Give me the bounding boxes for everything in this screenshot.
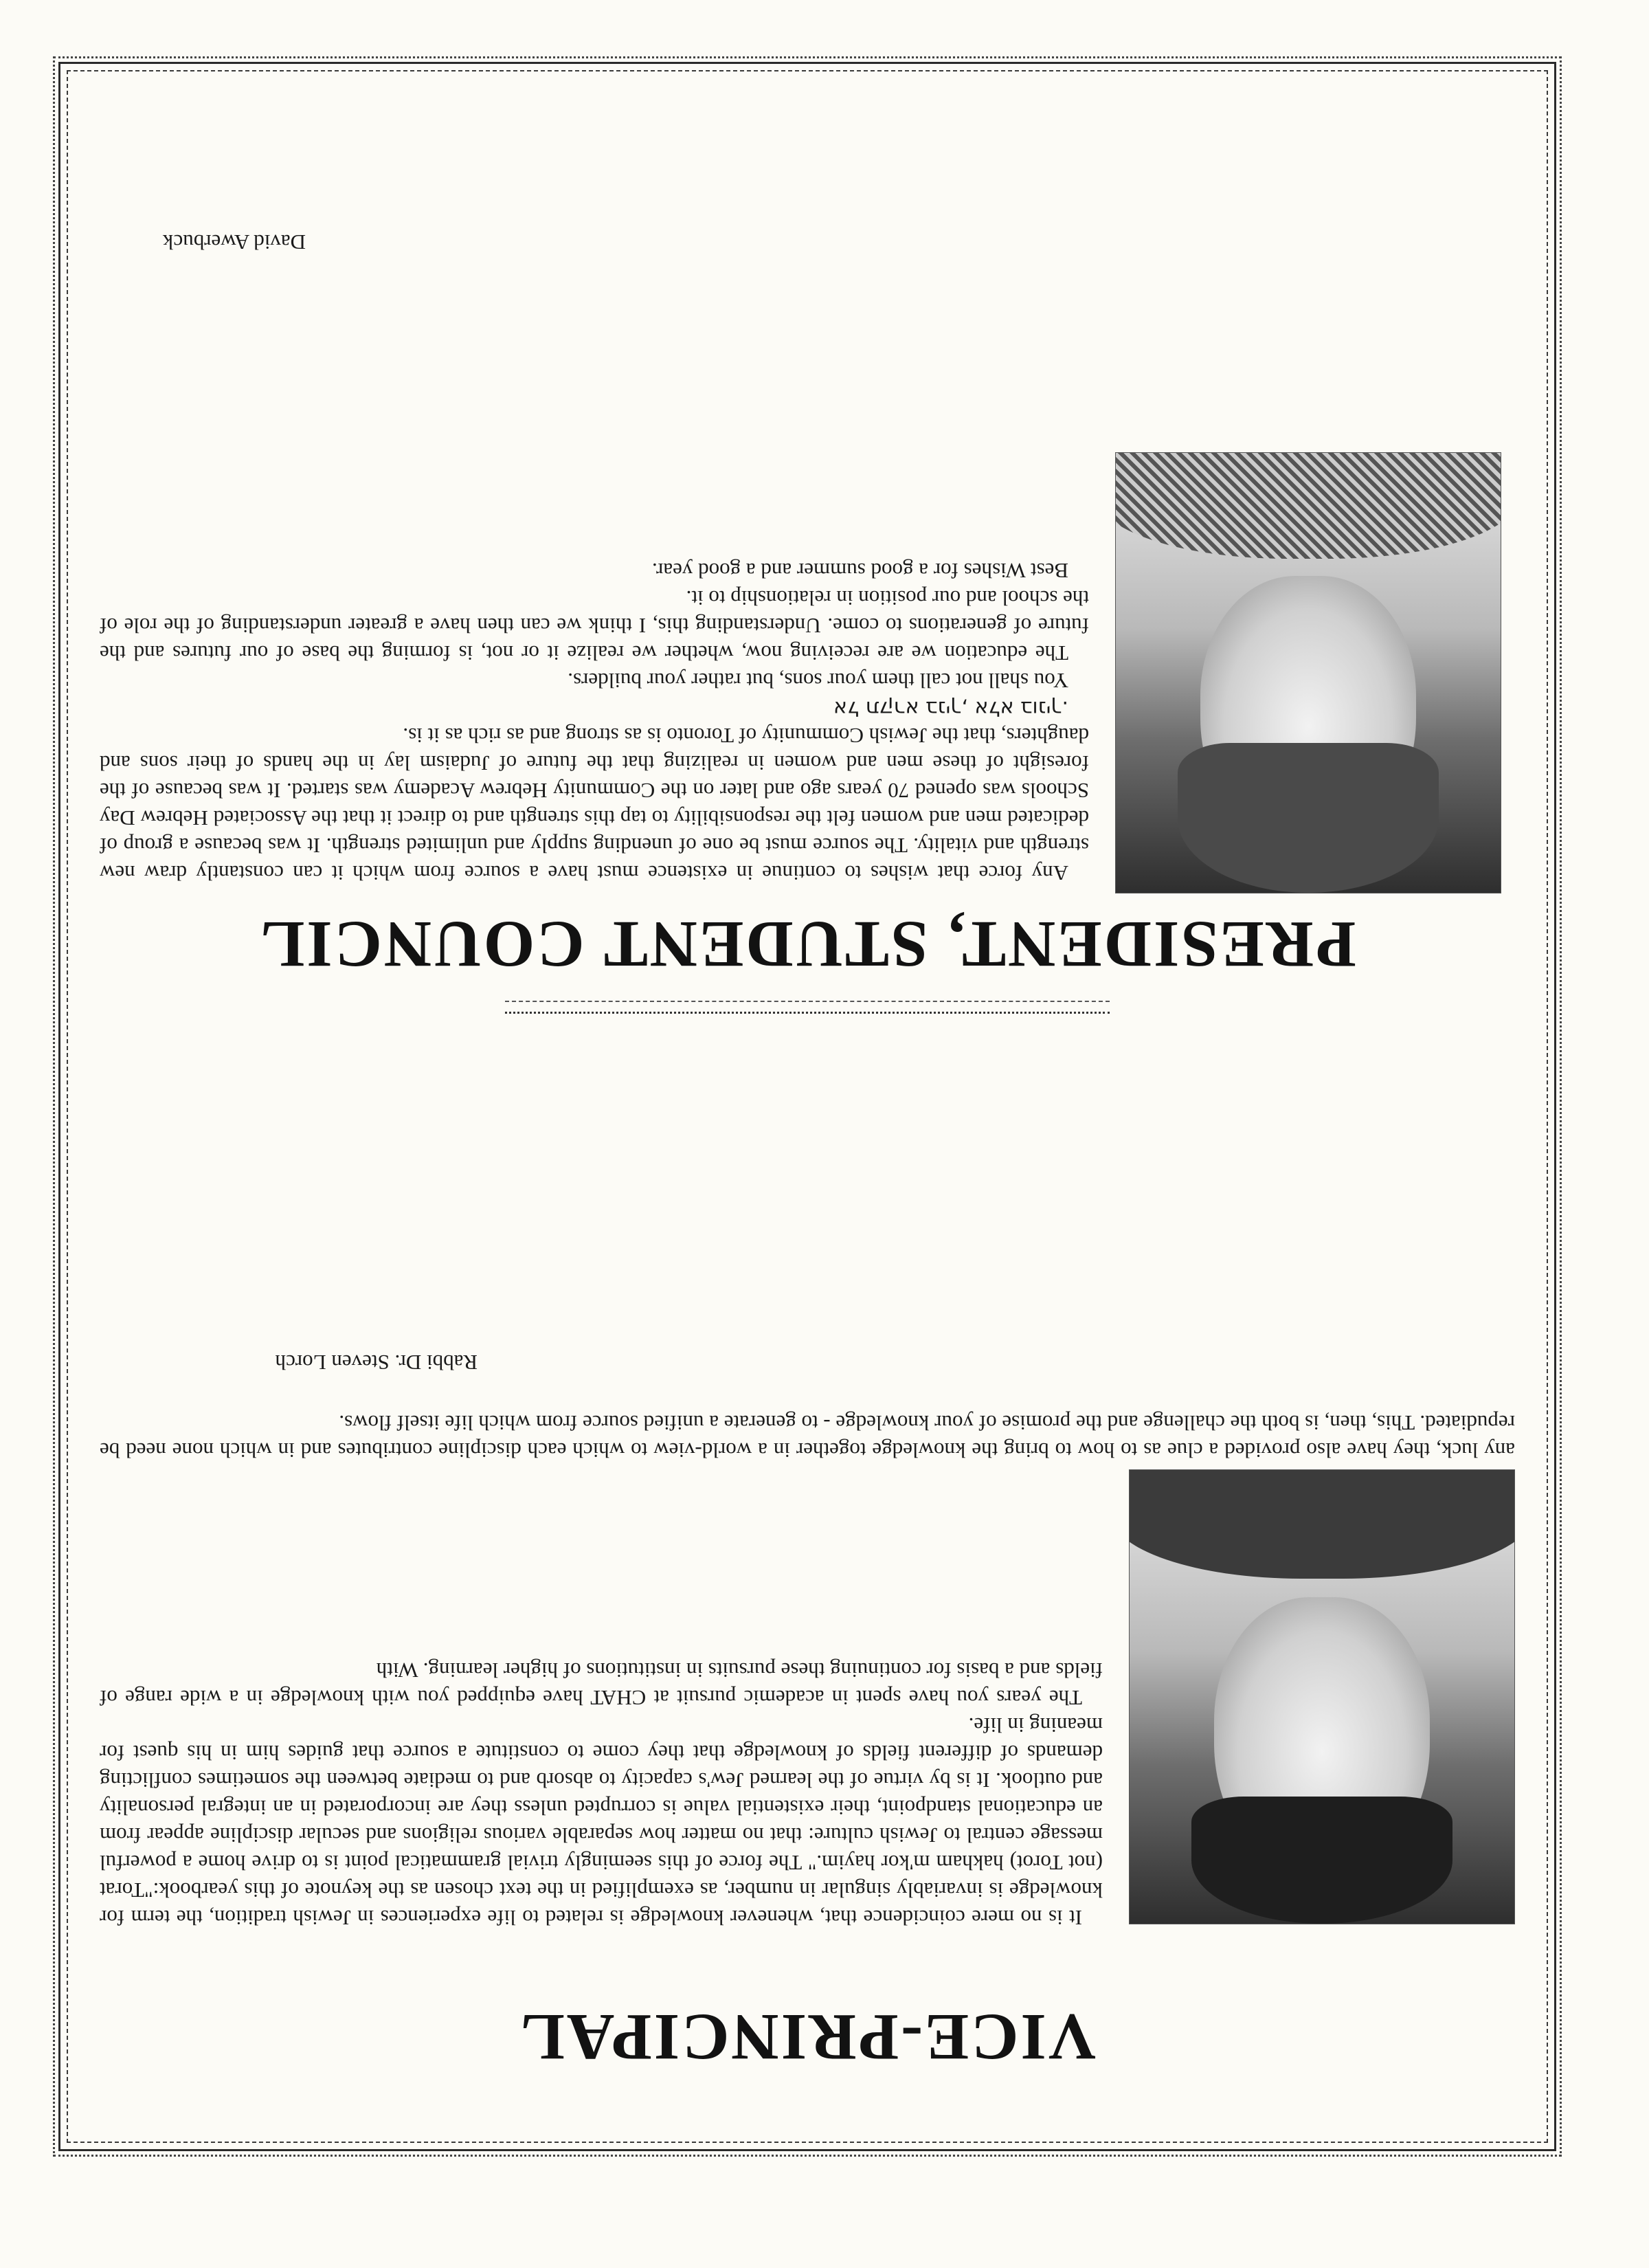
student-council-paragraph-2: The education we are receiving now, whether we realize it or not, is forming the base of our futures and the future of generations to come. Understanding this, I think we can then have a greater understanding of the role of the school and our position in relationship to it. [100,586,1089,665]
student-council-signature: David Awerbuck [162,230,306,254]
best-wishes: Best Wishes for a good summer and a good year. [652,559,1068,583]
student-council-paragraph-1: Any force that wishes to continue in existence must have a source from which it can constantly draw new strength and vitality. The source must be one of unending supply and unlimited strength. It was because a group of dedicated men and women felt the responsibility to tap this strength and to direct it that the Associated Hebrew Day Schools was opened 70 years ago and later on the Community Hebrew Academy was started. It was because of the foresight of these men and women in realizing that the future of Judaism lay in the hands of their sons and daughters, that the Jewish Community of Toronto is as strong and as rich as it is. [100,724,1089,885]
vice-principal-message-continued [100,1409,1515,1464]
student-council-title: PRESIDENT, STUDENT COUNCIL [258,908,1356,981]
vice-principal-photo [1129,1469,1515,1924]
vice-principal-paragraph-2-start: The years you have spent in academic pursuit at CHAT have equipped you with knowledge in a wide range of fields and a basis for continuing these pursuits in institutions of higher learning. With [100,1658,1103,1710]
student-council-message [100,557,1089,887]
vice-principal-signature: Rabbi Dr. Steven Lorch [275,1350,478,1375]
vice-principal-paragraph-2-end: any luck, they have also provided a clue as to how to bring the knowledge together in a world-view to which each discipline contributes and in which none need be repudiated. This, then, is both the challenge and the promise of your knowledge - to generate a unified source from which life itself flows. [100,1411,1515,1463]
decorative-border [58,62,1556,2151]
hebrew-quote: אל תקרא בניך, אלא בוניך. [833,696,1068,720]
vice-principal-message [100,1656,1103,1931]
section-divider-ornament [505,1001,1110,1014]
vice-principal-title: VICE-PRINCIPAL [518,2001,1097,2074]
student-council-president-photo [1115,452,1501,893]
vice-principal-paragraph-1: It is no mere coincidence that, whenever knowledge is related to life experiences in Jewish tradition, the term for knowledge is invariably singular in number, as exemplified in the text chosen as the keynote of this yearbook:"Torat (not Torot) hakham m'kor hayim." The force of this seemingly trivial grammatical point is to drive home a powerful message central to Jewish culture: that no matter how separable various religions and secular discipline appear from an educational standpoint, their existential value is corrupted unless they are incorporated in an integral personality and outlook. It is by virtue of the learned Jew's capacity to absorb and to mediate between the sometimes conflicting demands of different fields of knowledge that they come to constitute a source that guides him in his quest for meaning in life. [100,1713,1103,1930]
quote-translation: You shall not call them your sons, but rather your builders. [568,669,1068,693]
